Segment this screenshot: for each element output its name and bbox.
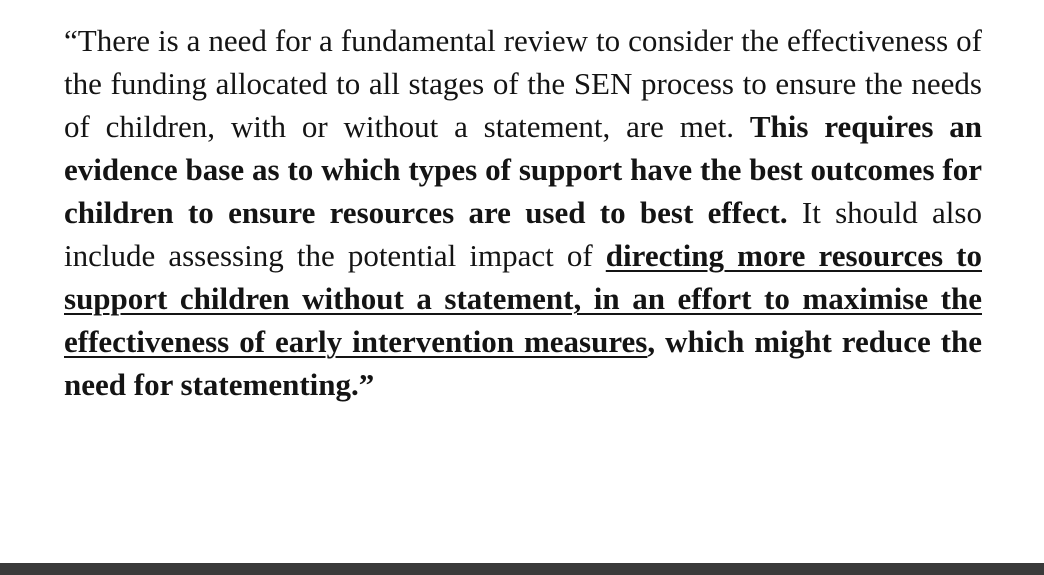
bottom-bar — [0, 563, 1044, 575]
quote-paragraph — [64, 19, 982, 406]
quote-close-mark: ” — [358, 367, 375, 402]
quote-text-bold: This requires an evidence base as to which types of support have the best outcomes for children to ensure resources are used to best effect. — [64, 109, 982, 230]
quote-text-bold-ending: , which might reduce the need for statementing. — [64, 324, 982, 402]
quote-open-mark: “ — [64, 23, 78, 58]
quote-text-plain: There is a need for a fundamental review to consider the effectiveness of the funding allocated to all stages of the SEN process to ensure the needs of children, with or without a statement, are met. — [64, 23, 982, 144]
quote-text-bold-underlined: directing more resources to support children without a statement, in an effort to maximise the effectiveness of early intervention measures — [64, 238, 982, 359]
quote-text-plain-continued: It should also include assessing the potential impact of — [64, 195, 982, 273]
